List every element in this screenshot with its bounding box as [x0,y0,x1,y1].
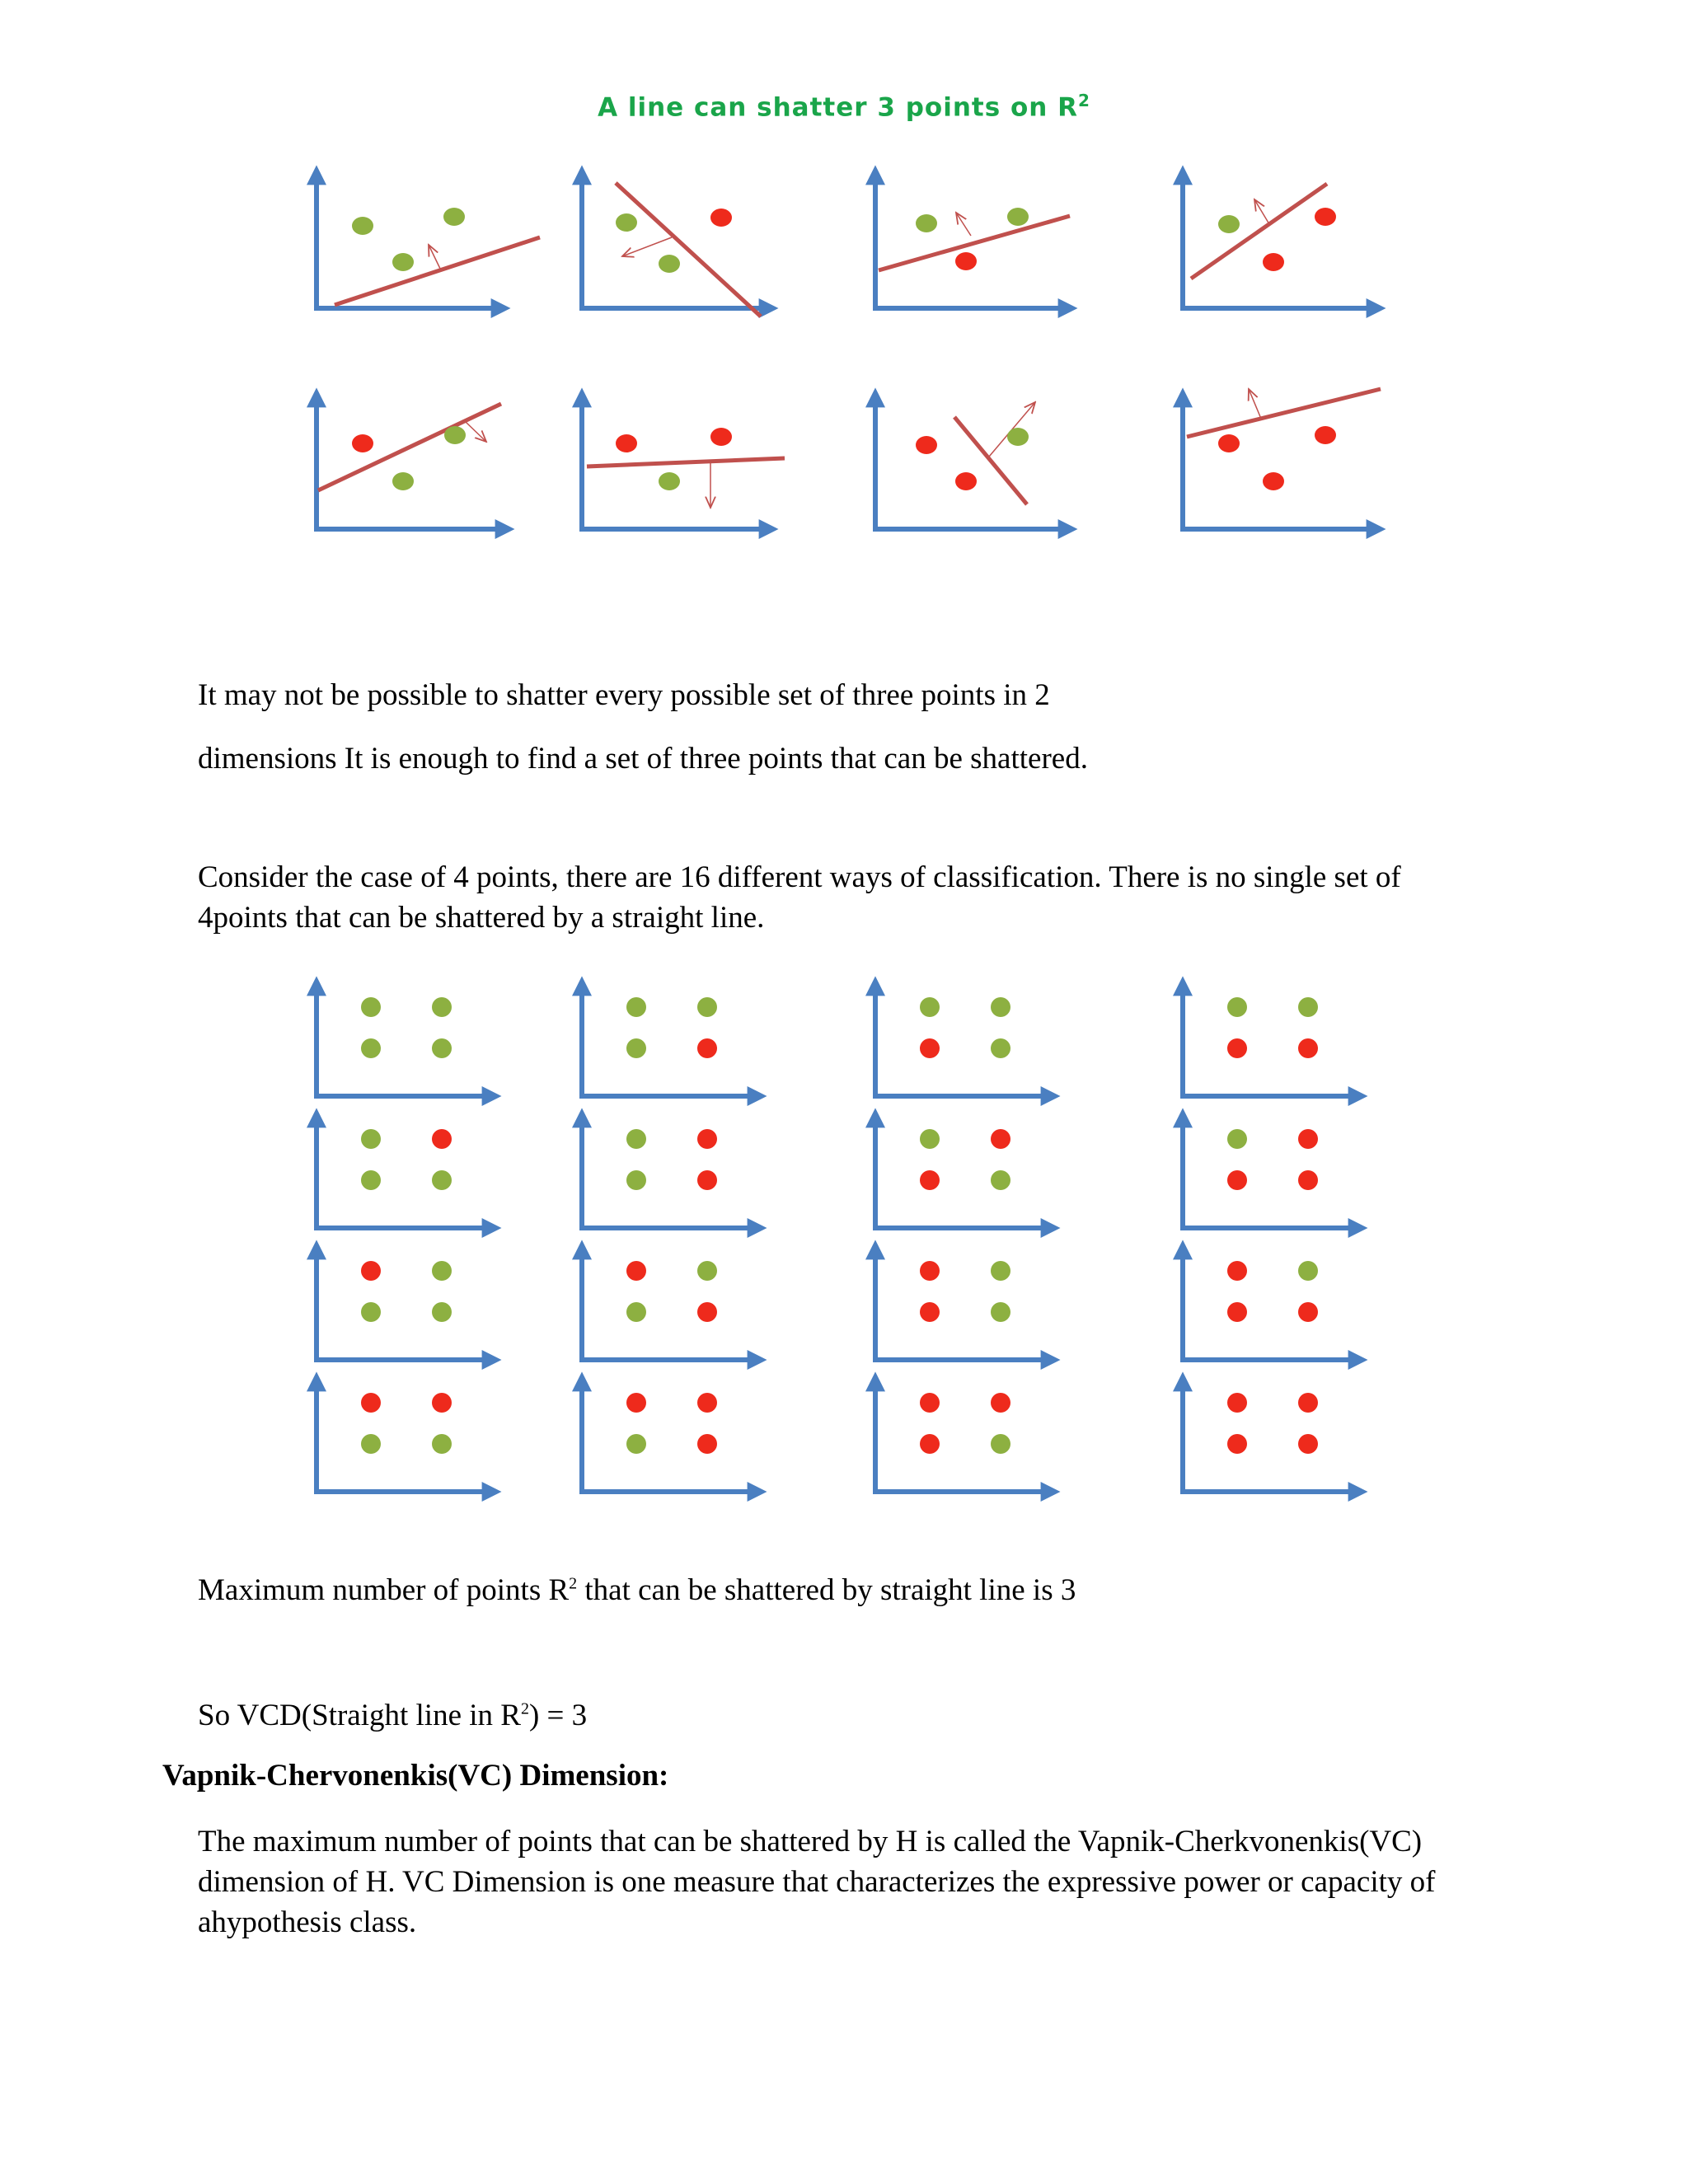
positive-point [697,1261,717,1281]
positive-point [432,1434,452,1454]
axes [1183,1116,1360,1228]
positive-point [1227,997,1247,1017]
positive-point [697,997,717,1017]
negative-point [1298,1170,1318,1190]
axes [582,1380,759,1492]
labeling-panel [582,984,759,1096]
axes [316,984,494,1096]
labeling-panel [316,1116,494,1228]
labeling-panel [316,1380,494,1492]
paragraph-line-1: It may not be possible to shatter every possible set of three points in 2 [198,678,1050,712]
negative-point [1298,1434,1318,1454]
positive-point [991,1434,1010,1454]
negative-point [920,1434,940,1454]
axes [582,1248,759,1360]
labeling-panel [316,1248,494,1360]
positive-point [361,997,381,1017]
max-points-superscript: 2 [569,1574,578,1593]
negative-point [1298,1038,1318,1058]
axes [316,1248,494,1360]
max-points-text-b: that can be shattered by straight line is 3 [577,1573,1076,1607]
positive-point [991,1170,1010,1190]
configuration-4 [1183,173,1378,308]
positive-point [361,1434,381,1454]
negative-point [920,1302,940,1322]
positive-point [361,1038,381,1058]
labeling-panel [875,1380,1053,1492]
negative-point [920,1038,940,1058]
negative-point [1227,1170,1247,1190]
figure-title-superscript: 2 [1077,91,1090,110]
labeling-panel [875,1248,1053,1360]
positive-point [991,1038,1010,1058]
labeling-panel [875,1116,1053,1228]
negative-point [697,1129,717,1149]
positive-point [920,997,940,1017]
vcd-superscript: 2 [520,1699,529,1718]
axes [582,984,759,1096]
configuration-6 [582,396,785,529]
positive-point [432,1038,452,1058]
paragraph-three-points [198,663,1484,790]
configuration-5 [316,396,507,529]
paragraph-four-points: Consider the case of 4 points, there are 16 different ways of classification. There is no single set of 4points that can be shattered by a straight line. [198,860,1401,935]
axes [875,1380,1053,1492]
paragraph-line-2: dimensions It is enough to find a set of three points that can be shattered. [198,742,1088,776]
negative-point [991,1393,1010,1413]
paragraph-vcd [198,1695,1484,1736]
positive-point [626,1302,646,1322]
negative-point [432,1393,452,1413]
configuration-7 [875,396,1070,529]
axes [582,1116,759,1228]
positive-point [432,1170,452,1190]
negative-point [920,1261,940,1281]
negative-point [361,1393,381,1413]
section-heading: Vapnik-Chervonenkis(VC) Dimension: [162,1759,669,1793]
positive-point [1227,1129,1247,1149]
negative-point [697,1434,717,1454]
four-point-grid-figure [0,964,1688,1525]
labeling-panel [1183,1116,1360,1228]
positive-point [626,997,646,1017]
line-shatter-figure [0,140,1688,602]
labeling-panel [1183,984,1360,1096]
axes [875,984,1053,1096]
axes [316,1380,494,1492]
positive-point [626,1129,646,1149]
positive-point [361,1129,381,1149]
positive-point [991,997,1010,1017]
configuration-2 [582,173,771,316]
labeling-panel [875,984,1053,1096]
negative-point [626,1261,646,1281]
negative-point [697,1170,717,1190]
positive-point [432,1261,452,1281]
positive-point [991,1302,1010,1322]
positive-point [1298,997,1318,1017]
configuration-1 [316,173,540,308]
labeling-panel [316,984,494,1096]
positive-point [626,1434,646,1454]
axes [875,1116,1053,1228]
labeling-panel [1183,1380,1360,1492]
negative-point [626,1393,646,1413]
negative-point [1298,1129,1318,1149]
axes [316,1116,494,1228]
positive-point [432,1302,452,1322]
positive-point [1298,1261,1318,1281]
axes [1183,984,1360,1096]
positive-point [361,1302,381,1322]
negative-point [697,1038,717,1058]
vcd-text-a: So VCD(Straight line in R [198,1699,521,1732]
max-points-text-a: Maximum number of points R [198,1573,570,1607]
positive-point [920,1129,940,1149]
positive-point [626,1170,646,1190]
paragraph-vc-definition: The maximum number of points that can be shattered by H is called the Vapnik-Cherkvonenkis(VC) dimension of H. VC Dimension is one measure that characterizes the expressive power or capacity of ahypothesis class. [198,1825,1436,1939]
figure-title [0,91,1688,122]
positive-point [626,1038,646,1058]
positive-point [432,997,452,1017]
axes [1183,1248,1360,1360]
negative-point [920,1170,940,1190]
negative-point [361,1261,381,1281]
negative-point [920,1393,940,1413]
negative-point [991,1129,1010,1149]
labeling-panel [582,1116,759,1228]
labeling-panel [582,1248,759,1360]
negative-point [1227,1302,1247,1322]
negative-point [1227,1434,1247,1454]
figure-title-text: A line can shatter 3 points on R [598,92,1078,123]
negative-point [1298,1393,1318,1413]
negative-point [1227,1393,1247,1413]
paragraph-max-points [198,1570,1484,1610]
labeling-panel [1183,1248,1360,1360]
negative-point [1298,1302,1318,1322]
axes [875,1248,1053,1360]
negative-point [697,1302,717,1322]
axes [1183,1380,1360,1492]
positive-point [991,1261,1010,1281]
positive-point [361,1170,381,1190]
configuration-3 [875,173,1070,308]
labeling-panel [582,1380,759,1492]
negative-point [432,1129,452,1149]
negative-point [1227,1261,1247,1281]
negative-point [697,1393,717,1413]
configuration-8 [1183,389,1381,529]
negative-point [1227,1038,1247,1058]
vcd-text-b: ) = 3 [528,1699,588,1732]
